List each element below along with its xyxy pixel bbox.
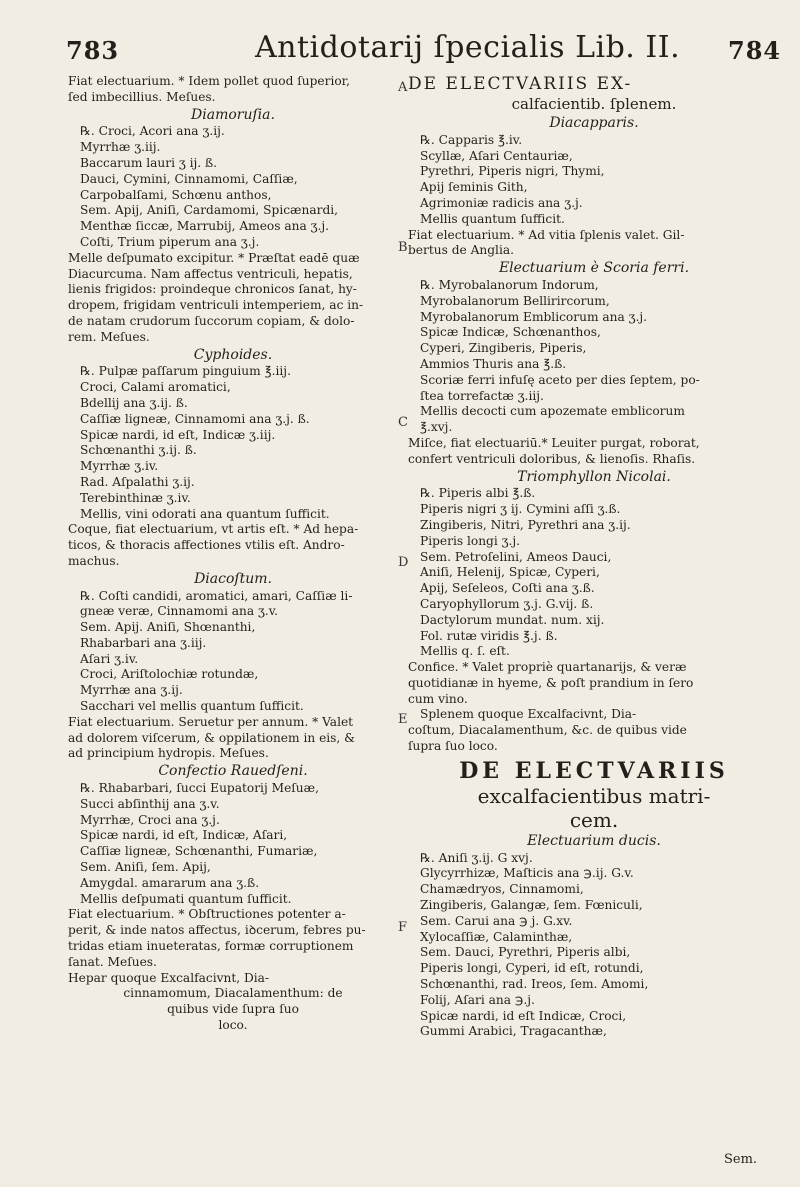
- right-line: Ammios Thuris ana ℥.ß.: [420, 356, 567, 371]
- right-column: [408, 74, 780, 1040]
- left-line: ℞. Croci, Acori ana ʒ.ij.: [80, 124, 225, 139]
- left-line: ticos, & thoracis affectiones vtilis eſt. Andro-: [68, 538, 345, 553]
- right-line: Mellis quantum ſufficit.: [420, 211, 565, 226]
- left-line: lienis frigidos: proindeque chronicos ſanat, hy-: [68, 282, 357, 297]
- right-line: quotidianæ in hyeme, & poſt prandium in ſero: [408, 675, 694, 690]
- left-line: de natam crudorum ſuccorum copiam, & dolo-: [68, 313, 355, 328]
- left-line: Terebinthinæ ʒ.iv.: [80, 490, 191, 505]
- right-line: Glycyrrhizæ, Maſticis ana ℈.ij. G.v.: [420, 866, 634, 881]
- right-line: ℞. Myrobalanorum Indorum,: [420, 277, 599, 292]
- right-line: Triomphyllon Nicolai.: [517, 468, 671, 485]
- right-line: Electuarium è Scoria ferri.: [498, 260, 690, 277]
- left-line: Diacurcuma. Nam affectus ventriculi, hepatis,: [68, 266, 353, 281]
- left-line: Diamoruſia.: [191, 106, 275, 123]
- left-line: ad principium hydropis. Meſues.: [68, 746, 269, 761]
- right-line: Sem. Dauci, Pyrethri, Piperis albi,: [420, 945, 631, 960]
- margin-letter-b: B: [398, 240, 408, 255]
- right-line: Fol. rutæ viridis ℥.j. ß.: [420, 628, 558, 643]
- left-line: ſanat. Meſues.: [68, 954, 157, 969]
- left-line: Sem. Apij. Aniſi, Shœnanthi,: [80, 620, 256, 635]
- margin-letter-e: E: [398, 712, 408, 727]
- left-line: Rad. Aſpalathi ʒ.ij.: [80, 474, 195, 489]
- left-line: Cyphoides.: [193, 346, 273, 363]
- left-line: Dauci, Cymini, Cinnamomi, Caſſiæ,: [80, 171, 298, 186]
- right-line: ſupra ſuo loco.: [408, 739, 498, 754]
- page-header: [0, 28, 800, 72]
- left-line: loco.: [218, 1018, 248, 1033]
- right-line: cem.: [569, 807, 619, 832]
- left-line: tridas etiam inueteratas, formæ corruptionem: [68, 939, 354, 954]
- right-line: Xylocaſſiæ, Calaminthæ,: [420, 929, 573, 944]
- left-line: dropem, frigidam ventriculi intemperiem, ac in-: [68, 298, 364, 313]
- right-line: ℞. Piperis albi ℥.ß.: [420, 486, 536, 501]
- left-line: ſed imbecillius. Meſues.: [68, 89, 216, 104]
- left-line: Myrrhæ ʒ.iv.: [80, 459, 159, 474]
- right-line: Dactylorum mundat. num. xij.: [420, 612, 605, 627]
- right-line: Mellis decocti cum apozemate emblicorum: [420, 404, 685, 419]
- margin-letter-c: C: [398, 415, 408, 430]
- right-line: confert ventriculi doloribus, & lienoſis. Rhaſis.: [408, 451, 696, 466]
- left-line: Croci, Calami aromatici,: [80, 380, 231, 395]
- left-line: cinnamomum, Diacalamenthum: de: [123, 986, 343, 1001]
- left-line: Coſti, Trium piperum ana ʒ.j.: [80, 234, 260, 249]
- right-line: Electuarium ducis.: [527, 832, 661, 849]
- right-line: Confice. * Valet propriè quartanarijs, & veræ: [408, 660, 687, 675]
- right-line: Zingiberis, Nitri, Pyrethri ana ʒ.ij.: [420, 517, 631, 532]
- right-line: Spicæ Indicæ, Schœnanthos,: [420, 325, 601, 340]
- page-number-right: 784: [728, 36, 782, 65]
- left-line: Coque, fiat electuarium, vt artis eſt. * Ad hepa-: [68, 522, 359, 537]
- right-line: Apij ſeminis Gith,: [420, 180, 528, 195]
- right-line: Piperis longi, Cyperi, id eſt, rotundi,: [420, 961, 644, 976]
- right-line: cum vino.: [408, 691, 468, 706]
- right-line: Gummi Arabici, Tragacanthæ,: [420, 1024, 607, 1039]
- page-number-left: 783: [66, 36, 120, 65]
- right-line: Cyperi, Zingiberis, Piperis,: [420, 341, 587, 356]
- right-line: ℞. Aniſi ʒ.ij. G xvj.: [420, 850, 533, 865]
- left-line: perit, & inde natos affectus, iꝺcerum, febres pu-: [68, 923, 366, 938]
- right-line: Piperis longi ʒ.j.: [420, 533, 521, 548]
- right-line: Schœnanthi, rad. Ireos, ſem. Amomi,: [420, 977, 649, 992]
- right-line: Myrobalanorum Emblicorum ana ʒ.j.: [420, 309, 648, 324]
- left-line: Croci, Ariſtolochiæ rotundæ,: [80, 667, 259, 682]
- right-line: Scyllæ, Aſari Centauriæ,: [420, 148, 573, 163]
- left-line: Spicæ nardi, id eſt, Indicæ ʒ.iij.: [80, 427, 276, 442]
- left-line: ad dolorem viſcerum, & oppilationem in eis, &: [68, 730, 356, 745]
- right-line: Fiat electuarium. * Ad vitia ſplenis valet. Gil-: [408, 227, 685, 242]
- right-line: excalfacientibus matri-: [477, 783, 711, 808]
- left-line: Diacoſtum.: [194, 570, 272, 587]
- right-line: Apij, Seſeleos, Coſti ana ʒ.ß.: [420, 581, 595, 596]
- left-line: Baccarum lauri ʒ ij. ß.: [80, 155, 218, 170]
- left-line: Schœnanthi ʒ.ij. ß.: [80, 443, 197, 458]
- left-line: Sacchari vel mellis quantum ſufficit.: [80, 699, 304, 714]
- left-line: Amygdal. amararum ana ʒ.ß.: [80, 875, 260, 890]
- left-line: Myrrhæ ana ʒ.ij.: [80, 683, 183, 698]
- left-line: Succi abſinthij ana ʒ.v.: [80, 796, 220, 811]
- right-line: Miſce, fiat electuariū.* Leuiter purgat, roborat,: [408, 435, 700, 450]
- right-line: Folij, Aſari ana ℈.j.: [420, 992, 535, 1007]
- right-line: ℥.xvj.: [420, 420, 453, 435]
- right-line: Sem. Petroſelini, Ameos Dauci,: [420, 549, 612, 564]
- left-line: Mellis, vini odorati ana quantum ſufficit.: [80, 506, 330, 521]
- left-line: Myrrhæ ʒ.iij.: [80, 140, 161, 155]
- running-title: Antidotarij ſpecialis Lib. II.: [255, 30, 681, 65]
- right-line: coſtum, Diacalamenthum, &c. de quibus vide: [408, 723, 687, 738]
- left-line: Hepar quoque Excalfacivnt, Dia-: [68, 970, 270, 985]
- left-line: Fiat electuarium. Seruetur per annum. * Valet: [68, 714, 354, 729]
- left-line: Caſſiæ ligneæ, Cinnamomi ana ʒ.j. ß.: [80, 411, 310, 426]
- left-line: Aſari ʒ.iv.: [80, 651, 139, 666]
- left-line: Menthæ ſiccæ, Marrubij, Ameos ana ʒ.j.: [80, 219, 330, 234]
- right-line: Zingiberis, Galangæ, ſem. Fœniculi,: [420, 898, 643, 913]
- left-line: Mellis deſpumati quantum ſufficit.: [80, 891, 292, 906]
- catchword: Sem.: [724, 1152, 758, 1167]
- right-line: ℞. Capparis ℥.iv.: [420, 132, 523, 147]
- right-line: Mellis q. ſ. eſt.: [420, 644, 510, 659]
- left-line: quibus vide ſupra ſuo: [167, 1002, 299, 1017]
- left-line: rem. Meſues.: [68, 329, 150, 344]
- left-line: Melle deſpumato excipitur. * Præſtat eadē quæ: [68, 250, 360, 265]
- left-line: gneæ veræ, Cinnamomi ana ʒ.v.: [80, 604, 279, 619]
- right-line: Myrobalanorum Bellirircorum,: [420, 293, 610, 308]
- right-line: Chamædryos, Cinnamomi,: [420, 882, 584, 897]
- right-line: Sem. Carui ana ℈ j. G.xv.: [420, 913, 573, 928]
- right-line: ſtea torrefactæ ʒ.iij.: [420, 388, 544, 403]
- left-line: Myrrhæ, Croci ana ʒ.j.: [80, 812, 220, 827]
- left-line: Sem. Aniſi, ſem. Apij,: [80, 860, 211, 875]
- margin-letter-a: A: [398, 80, 408, 95]
- left-column: [68, 74, 398, 1034]
- right-line: Scoriæ ferri infuſę aceto per dies ſeptem, po-: [420, 372, 700, 387]
- right-line: Agrimoniæ radicis ana ʒ.j.: [420, 195, 583, 210]
- left-line: Carpobalſami, Schœnu anthos,: [80, 187, 272, 202]
- left-line: Confectio Rauedſeni.: [158, 763, 308, 780]
- right-line: Pyrethri, Piperis nigri, Thymi,: [420, 164, 605, 179]
- right-line: Spicæ nardi, id eſt Indicæ, Croci,: [420, 1008, 627, 1023]
- right-line: DE ELECTVARIIS EX-: [408, 74, 633, 94]
- right-line: Piperis nigri ʒ ij. Cymini aſſi ʒ.ß.: [420, 502, 621, 517]
- left-line: Bdellij ana ʒ.ij. ß.: [80, 395, 188, 410]
- right-line: Diacapparis.: [549, 115, 639, 131]
- margin-letter-d: D: [398, 555, 409, 570]
- left-line: ℞. Rhabarbari, ſucci Eupatorij Meſuæ,: [80, 781, 319, 796]
- left-line: Sem. Apij, Aniſi, Cardamomi, Spicænardi,: [80, 203, 339, 218]
- right-line: Splenem quoque Excalfacivnt, Dia-: [420, 707, 637, 722]
- left-line: Rhabarbari ana ʒ.iij.: [80, 635, 207, 650]
- left-line: machus.: [68, 553, 120, 568]
- right-line: DE ELECTVARIIS: [459, 757, 729, 784]
- right-line: Caryophyllorum ʒ.j. G.vij. ß.: [420, 596, 594, 611]
- left-line: ℞. Coſti candidi, aromatici, amari, Caſſiæ li-: [80, 588, 353, 603]
- left-line: Caſſiæ ligneæ, Schœnanthi, Fumariæ,: [80, 844, 318, 859]
- left-line: Spicæ nardi, id eſt, Indicæ, Aſari,: [80, 828, 288, 843]
- right-line: calfacientib. ſplenem.: [511, 95, 677, 113]
- left-line: Fiat electuarium. * Obſtructiones potenter a-: [68, 907, 346, 922]
- margin-letter-f: F: [398, 920, 408, 935]
- left-line: Fiat electuarium. * Idem pollet quod ſuperior,: [68, 74, 351, 88]
- right-line: bertus de Anglia.: [408, 243, 514, 258]
- left-line: ℞. Pulpæ paſſarum pinguium ℥.iij.: [80, 364, 291, 379]
- right-line: Aniſi, Helenij, Spicæ, Cyperi,: [420, 565, 600, 580]
